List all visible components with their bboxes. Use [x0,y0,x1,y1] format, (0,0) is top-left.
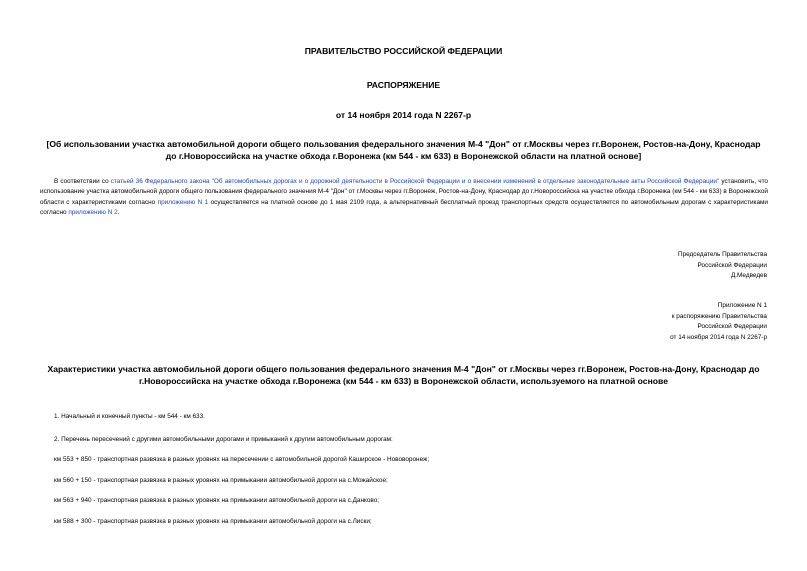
annex-header [670,301,767,343]
law-article-link[interactable]: статьей 36 Федерального закона "Об автомобильных дорогах и о дорожной деятельности в Российской Федерации и о внесении изменений в отдельные законодательные акты Российской Федерации" [110,178,720,185]
annex-line: от 14 ноября 2014 года N 2267-р [670,333,767,341]
list-item: км 563 + 940 - транспортная развязка в разных уровнях на примыкании автомобильной дороги на с.Данково; [54,497,380,504]
list-item: км 553 + 850 - транспортная развязка в разных уровнях на пересечении с автомобильной дорогой Каширское - Нововоронеж; [54,456,430,463]
main-paragraph [40,177,768,219]
list-item: 1. Начальный и конечный пункты - км 544 - км 633. [54,413,205,420]
list-item: км 560 + 150 - транспортная развязка в разных уровнях на примыкании автомобильной дороги на с.Можайское; [54,477,388,484]
annex-2-link[interactable]: приложению N 2 [68,209,118,217]
characteristics-title: Характеристики участка автомобильной дороги общего пользования федерального значения М-4 "Дон" от г.Москвы через гг.Воронеж, Ростов-на-Дону, Краснодар до г.Новороссийска на участке обхода г.Воронежа (км 544 - км 633) в Воронежской области, используемого на платной основе [47,364,760,386]
document-title: [Об использовании участка автомобильной дороги общего пользования федерального значения М-4 "Дон" от г.Москвы через гг.Воронеж, Ростов-на-Дону, Краснодар до г.Новороссийска на участке обхода г.Воронежа (км 544 - км 633) в Воронежской области на платной основе] [46,139,761,161]
annex-line: Приложение N 1 [717,302,767,309]
document-date: от 14 ноября 2014 года N 2267-р [335,110,472,120]
signature-block [678,250,767,282]
signature-line: Российской Федерации [697,261,767,269]
government-heading: ПРАВИТЕЛЬСТВО РОССИЙСКОЙ ФЕДЕРАЦИИ [304,46,503,56]
list-item: км 588 + 300 - транспортная развязка в разных уровнях на примыкании автомобильной дороги на с.Лиски; [54,518,372,525]
paragraph-text: установить, что использование участка автомобильной дороги общего пользования федерального значения М-4 "Дон" от г.Москвы через гг.Воронеж, Ростов-на-Дону, Краснодар до г.Новороссийска на участке обхода г.Воронежа (км 544 - км 633) в Воронежской области с характеристиками согласно [40,178,768,206]
document-type-heading: РАСПОРЯЖЕНИЕ [366,80,441,90]
signature-name: Д.Медведев [730,272,767,280]
list-item: 2. Перечень пересечений с другими автомобильными дорогами и примыканий к другим автомобильным дорогам: [54,436,393,443]
annex-line: Российской Федерации [697,323,767,331]
paragraph-text: осуществляется на платной основе до 1 мая 2109 года, а альтернативный бесплатный проезд транспортных средств осуществляется по автомобильным дорогам с характеристиками согласно [40,198,768,217]
paragraph-text: . [117,209,120,217]
annex-line: к распоряжению Правительства [671,312,767,320]
paragraph-text: В соответствии со [54,178,111,185]
signature-line: Председатель Правительства [678,251,767,258]
annex-1-link[interactable]: приложению N 1 [157,198,209,206]
